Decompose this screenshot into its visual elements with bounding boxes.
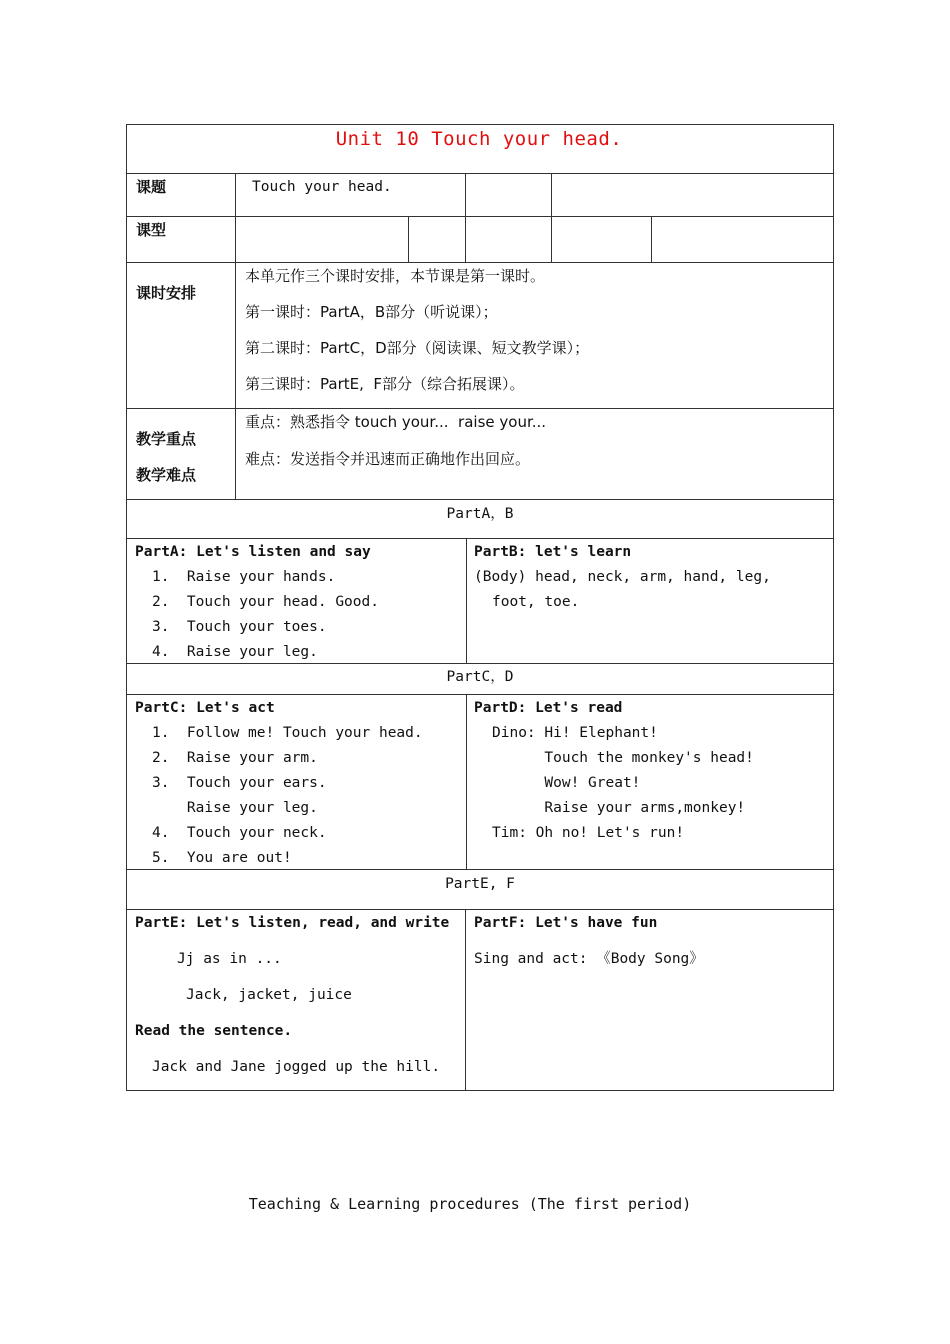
row-divider: [126, 663, 834, 664]
row-divider: [126, 262, 834, 263]
partB-line: foot, toe.: [492, 594, 580, 610]
partE-line: Jack, jacket, juice: [186, 987, 352, 1003]
partE-line: Jack and Jane jogged up the hill.: [152, 1059, 441, 1075]
row-divider: [126, 538, 834, 539]
partE-title: PartE: Let's listen, read, and write: [135, 915, 450, 931]
dialogue-line: Wow! Great!: [492, 775, 641, 791]
partD-title: PartD: Let's read: [474, 700, 623, 716]
partF-title: PartF: Let's have fun: [474, 915, 658, 931]
list-item: 1. Raise your hands.: [152, 569, 336, 585]
schedule-line: 第三课时：PartE, F部分（综合拓展课）。: [245, 375, 525, 393]
partB-title: PartB: let's learn: [474, 544, 632, 560]
dialogue-line: Tim: Oh no! Let's run!: [492, 825, 685, 841]
col-divider: [466, 694, 467, 870]
schedule-line: 本单元作三个课时安排，本节课是第一课时。: [245, 267, 546, 285]
list-item: 4. Touch your neck.: [152, 825, 327, 841]
partC-title: PartC: Let's act: [135, 700, 275, 716]
list-item: 3. Touch your ears.: [152, 775, 327, 791]
dialogue-line: Dino: Hi! Elephant!: [492, 725, 658, 741]
table-border-left: [126, 124, 127, 1091]
row-divider: [126, 869, 834, 870]
row-divider: [126, 173, 834, 174]
list-item: 2. Raise your arm.: [152, 750, 318, 766]
partB-line: (Body) head, neck, arm, hand, leg,: [474, 569, 771, 585]
document-title: Unit 10 Touch your head.: [335, 128, 623, 150]
col-divider: [651, 216, 652, 263]
col-divider: [466, 538, 467, 664]
list-item: Raise your leg.: [152, 800, 318, 816]
row-divider: [126, 408, 834, 409]
section-header-ab: PartA，B: [446, 506, 514, 522]
row-divider: [126, 499, 834, 500]
col-divider: [465, 173, 466, 263]
type-label: 课型: [136, 221, 167, 239]
col-divider: [551, 173, 552, 263]
table-border-bottom: [126, 1090, 834, 1091]
list-item: 4. Raise your leg.: [152, 644, 318, 660]
lesson-value: Touch your head.: [252, 179, 392, 195]
list-item: 2. Touch your head. Good.: [152, 594, 379, 610]
list-item: 3. Touch your toes.: [152, 619, 327, 635]
table-border-right: [833, 124, 834, 1091]
focus-value: 重点：熟悉指令 touch your... raise your...: [245, 413, 547, 431]
section-header-ef: PartE, F: [445, 876, 515, 892]
partA-title: PartA: Let's listen and say: [135, 544, 371, 560]
focus-label: 教学重点: [136, 430, 197, 448]
lesson-label: 课题: [136, 178, 167, 196]
schedule-label: 课时安排: [136, 284, 197, 302]
row-divider: [126, 216, 834, 217]
dialogue-line: Raise your arms,monkey!: [492, 800, 746, 816]
table-border-top: [126, 124, 834, 125]
schedule-line: 第二课时：PartC，D部分（阅读课、短文教学课）；: [245, 339, 590, 357]
partF-line: Sing and act: 《Body Song》: [474, 951, 704, 967]
list-item: 1. Follow me! Touch your head.: [152, 725, 423, 741]
partE-line: Jj as in ...: [177, 951, 282, 967]
col-divider: [408, 216, 409, 263]
col-divider: [235, 173, 236, 500]
dialogue-line: Touch the monkey's head!: [492, 750, 754, 766]
row-divider: [126, 909, 834, 910]
row-divider: [126, 694, 834, 695]
list-item: 5. You are out!: [152, 850, 292, 866]
procedures-heading: Teaching & Learning procedures (The first period): [248, 1195, 692, 1213]
partE-subtitle: Read the sentence.: [135, 1023, 293, 1039]
difficulty-value: 难点：发送指令并迅速而正确地作出回应。: [245, 450, 531, 468]
schedule-line: 第一课时：PartA，B部分（听说课）；: [245, 303, 498, 321]
section-header-cd: PartC，D: [446, 669, 514, 685]
col-divider: [465, 909, 466, 1091]
difficulty-label: 教学难点: [136, 466, 197, 484]
